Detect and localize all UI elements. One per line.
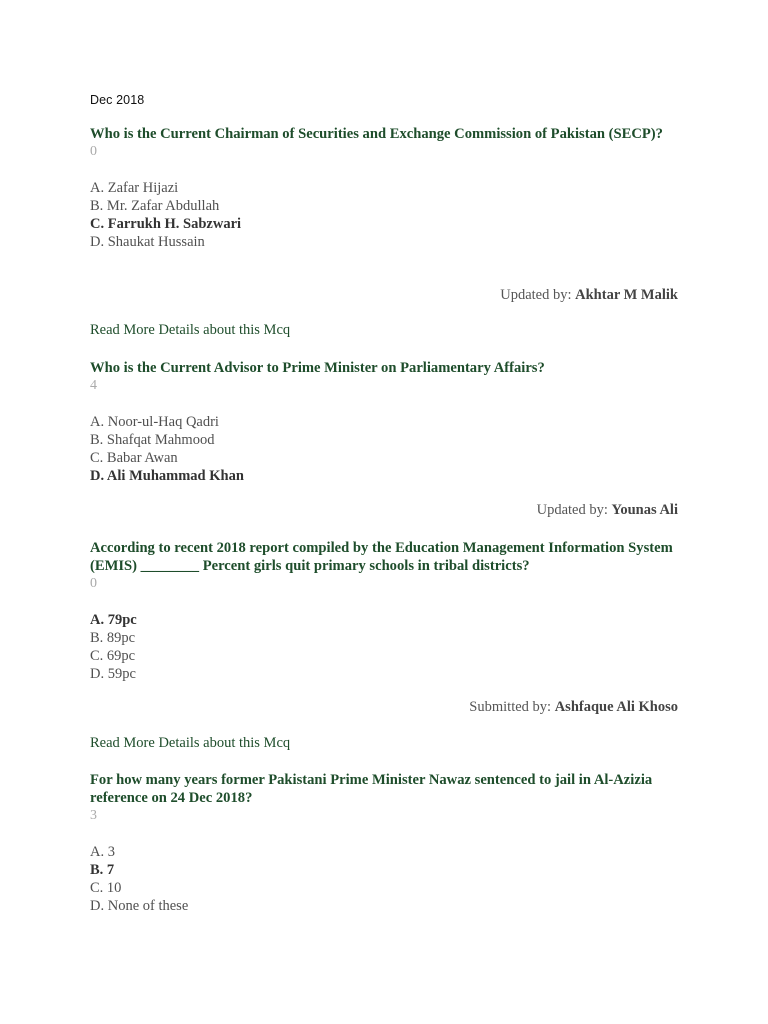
question-text: Who is the Current Advisor to Prime Minister on Parliamentary Affairs? — [90, 360, 545, 376]
option-b: B. 89pc — [90, 630, 136, 646]
byline — [537, 502, 678, 519]
option-list — [90, 611, 678, 683]
option-c: C. 69pc — [90, 648, 136, 664]
read-more-link[interactable]: Read More Details about this Mcq — [90, 322, 291, 338]
question-text: According to recent 2018 report compiled by the Education Management Information System (EMIS) ________ Percent girls quit primary schools in tribal districts? — [90, 540, 673, 574]
option-b: B. Mr. Zafar Abdullah — [90, 198, 220, 214]
mcq-item — [90, 359, 678, 485]
byline-label: Submitted by: — [469, 699, 555, 715]
option-list — [90, 843, 678, 915]
option-d: D. Shaukat Hussain — [90, 234, 205, 250]
mcq-item — [90, 771, 678, 915]
date-heading: Dec 2018 — [90, 93, 145, 107]
option-a: A. Zafar Hijazi — [90, 180, 179, 196]
option-c: C. 10 — [90, 880, 122, 896]
byline-name: Ashfaque Ali Khoso — [554, 699, 678, 715]
option-d: D. 59pc — [90, 666, 136, 682]
option-a: A. Noor-ul-Haq Qadri — [90, 414, 219, 430]
read-more-link[interactable]: Read More Details about this Mcq — [90, 735, 291, 751]
option-c: C. Babar Awan — [90, 450, 178, 466]
question-text: For how many years former Pakistani Prime Minister Nawaz sentenced to jail in Al-Azizia reference on 24 Dec 2018? — [90, 772, 653, 806]
option-b-correct: B. 7 — [90, 862, 115, 878]
option-list — [90, 413, 678, 485]
option-a: A. 3 — [90, 844, 115, 860]
option-a-correct: A. 79pc — [90, 612, 137, 628]
answer-count: 0 — [90, 576, 97, 591]
option-list — [90, 179, 678, 251]
answer-count: 3 — [90, 808, 97, 823]
mcq-item — [90, 125, 678, 251]
byline-label: Updated by: — [536, 502, 612, 518]
byline-name: Akhtar M Malik — [575, 287, 678, 303]
mcq-item — [90, 539, 678, 683]
answer-count: 4 — [90, 378, 97, 393]
option-b: B. Shafqat Mahmood — [90, 432, 215, 448]
byline-name: Younas Ali — [611, 502, 678, 518]
question-text: Who is the Current Chairman of Securities and Exchange Commission of Pakistan (SECP)? — [90, 126, 663, 142]
option-d-correct: D. Ali Muhammad Khan — [90, 468, 244, 484]
byline — [500, 287, 678, 304]
option-d: D. None of these — [90, 898, 189, 914]
answer-count: 0 — [90, 144, 97, 159]
byline-label: Updated by: — [500, 287, 576, 303]
option-c-correct: C. Farrukh H. Sabzwari — [90, 216, 242, 232]
byline — [469, 699, 678, 716]
